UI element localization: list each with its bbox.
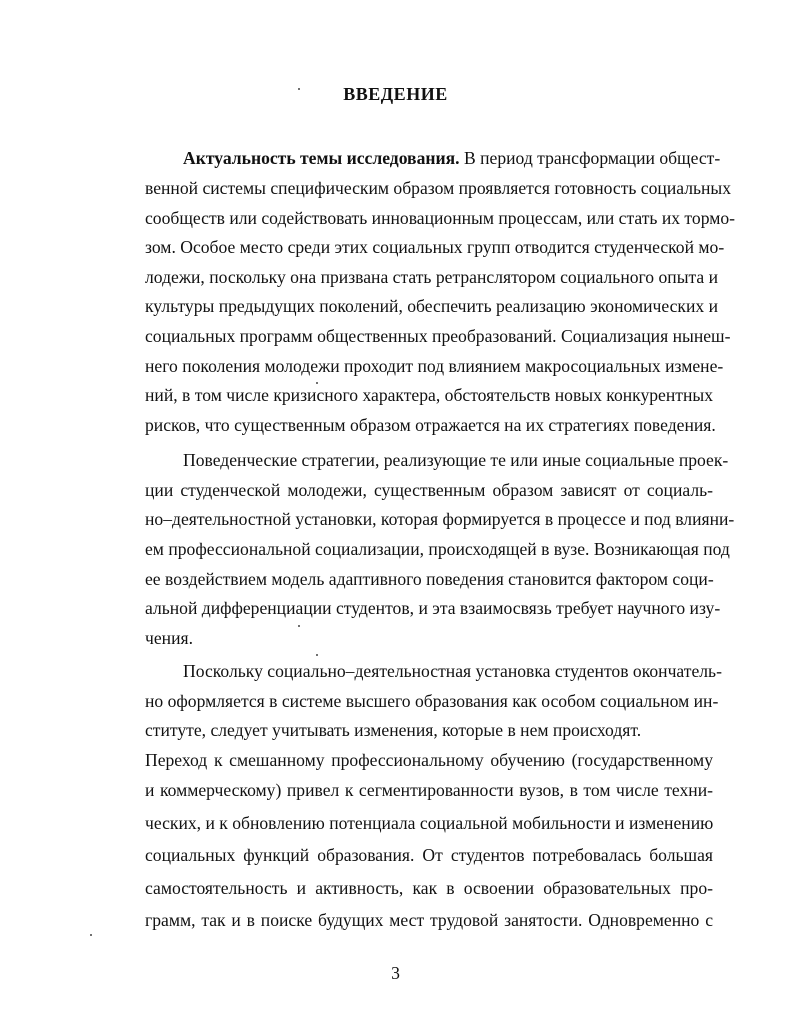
paragraph-2-line-3: но–деятельностной установки, которая формируется в процессе и под влияни- — [145, 509, 735, 529]
paragraph-2-line-4: ем профессиональной социализации, происходящей в вузе. Возникающая под — [145, 539, 730, 559]
paragraph-4-line-6: грамм, так и в поиске будущих мест трудовой занятости. Одновременно с — [145, 910, 713, 930]
paragraph-2-line-5: ее воздействием модель адаптивного поведения становится фактором соци- — [145, 569, 714, 589]
paragraph-1-line-4: зом. Особое место среди этих социальных групп отводится студенческой мо- — [145, 237, 725, 257]
page-title: ВВЕДЕНИЕ — [343, 84, 448, 104]
scan-speck — [316, 654, 318, 656]
paragraph-3-line-3: ституте, следует учитывать изменения, которые в нем происходят. — [145, 720, 642, 740]
paragraph-3-line-1: Поскольку социально–деятельностная установка студентов окончатель- — [183, 661, 722, 681]
scan-speck — [298, 625, 300, 627]
paragraph-4-line-3: ческих, и к обновлению потенциала социальной мобильности и изменению — [145, 813, 714, 833]
scan-speck — [298, 88, 300, 90]
paragraph-2-line-6: альной дифференциации студентов, и эта взаимосвязь требует научного изу- — [145, 598, 721, 618]
paragraph-2-line-7: чения. — [145, 628, 193, 648]
paragraph-4-line-4: социальных функций образования. От студентов потребовалась большая — [145, 845, 713, 865]
paragraph-1-line-1-rest: В период трансформации общест- — [459, 148, 721, 168]
paragraph-1-line-10: рисков, что существенным образом отражается на их стратегиях поведения. — [145, 415, 716, 435]
paragraph-4-line-2: и коммерческому) привел к сегментированности вузов, в том числе техни- — [145, 780, 713, 800]
section-lead-bold: Актуальность темы исследования. — [183, 148, 460, 168]
paragraph-2-line-2: ции студенческой молодежи, существенным образом зависят от социаль- — [145, 480, 713, 500]
paragraph-1-line-2: венной системы специфическим образом проявляется готовность социальных — [145, 178, 732, 198]
page-number: 3 — [391, 963, 400, 983]
scan-speck — [316, 382, 318, 384]
paragraph-3-line-2: но оформляется в системе высшего образования как особом социальном ин- — [145, 691, 719, 711]
paragraph-1-line-1 — [183, 146, 721, 170]
paragraph-4-line-5: самостоятельность и активность, как в освоении образовательных про- — [145, 878, 713, 898]
paragraph-2-line-1: Поведенческие стратегии, реализующие те или иные социальные проек- — [183, 450, 729, 470]
paragraph-4-line-1: Переход к смешанному профессиональному обучению (государственному — [145, 750, 713, 770]
paragraph-1-line-9: ний, в том числе кризисного характера, обстоятельств новых конкурентных — [145, 385, 713, 405]
paragraph-1-line-8: него поколения молодежи проходит под влиянием макросоциальных измене- — [145, 356, 724, 376]
paragraph-1-line-6: культуры предыдущих поколений, обеспечить реализацию экономических и — [145, 296, 719, 316]
paragraph-1-line-5: лодежи, поскольку она призвана стать ретранслятором социального опыта и — [145, 267, 719, 287]
paragraph-1-line-7: социальных программ общественных преобразований. Социализация нынеш- — [145, 326, 731, 346]
scan-speck — [90, 934, 92, 936]
paragraph-1-line-3: сообществ или содействовать инновационным процессам, или стать их тормо- — [145, 208, 736, 228]
